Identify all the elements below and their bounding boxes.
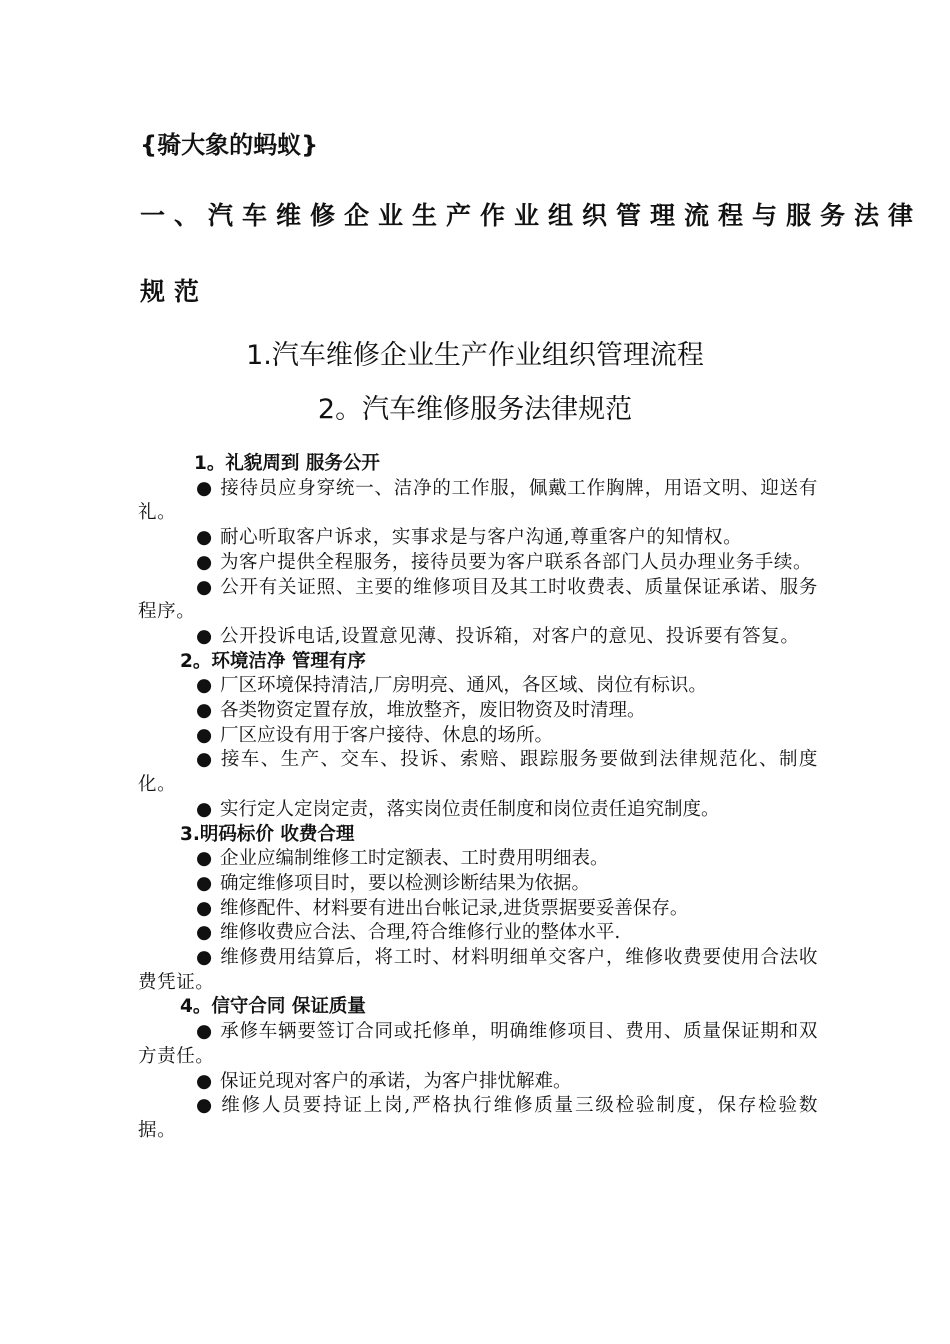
list-item	[138, 872, 818, 897]
list-item	[138, 625, 818, 650]
list-item-text: 保证兑现对客户的承诺，为客户排忧解难。	[220, 1070, 572, 1092]
list-item-text: 为客户提供全程服务，接待员要为客户联系各部门人员办理业务手续。	[220, 551, 813, 573]
bullet-icon: ●	[196, 1095, 213, 1117]
list-item-text: 公开有关证照、主要的维修项目及其工时收费表、质量保证承诺、服务程序。	[138, 576, 818, 623]
chapter-title: 一、汽车维修企业生产作业组织管理流程与服务法律	[140, 201, 923, 230]
list-item-text: 接车、生产、交车、投诉、索赔、跟踪服务要做到法律规范化、制度化。	[138, 749, 818, 796]
bullet-icon: ●	[196, 897, 213, 919]
bullet-icon: ●	[196, 848, 213, 870]
document-tag: {骑大象的蚂蚁}	[140, 131, 319, 159]
bullet-icon: ●	[196, 527, 213, 549]
bullet-icon: ●	[196, 1021, 213, 1043]
list-item-text: 承修车辆要签订合同或托修单，明确维修项目、费用、质量保证期和双方责任。	[138, 1021, 818, 1067]
section-heading: 2。环境洁净 管理有序	[180, 650, 366, 672]
list-item	[138, 526, 818, 551]
list-item	[138, 748, 818, 797]
list-item	[138, 1020, 818, 1069]
bullet-icon: ●	[196, 947, 213, 969]
bullet-icon: ●	[196, 551, 213, 573]
list-item	[138, 674, 818, 699]
bullet-icon: ●	[196, 625, 213, 647]
bullet-icon: ●	[196, 477, 213, 499]
list-item-text: 维修人员要持证上岗,严格执行维修质量三级检验制度，保存检验数据。	[138, 1095, 818, 1141]
list-item-text: 厂区应设有用于客户接待、休息的场所。	[220, 724, 554, 746]
list-item	[138, 699, 818, 724]
chapter-title-continuation: 规范	[140, 277, 209, 306]
list-item-text: 接待员应身穿统一、洁净的工作服，佩戴工作胸牌，用语文明、迎送有礼。	[138, 477, 818, 524]
list-item-text: 各类物资定置存放，堆放整齐，废旧物资及时清理。	[220, 700, 646, 722]
bullet-icon: ●	[196, 922, 213, 944]
bullet-icon: ●	[196, 675, 213, 697]
subtitle-management-process: 1.汽车维修企业生产作业组织管理流程	[246, 340, 704, 371]
section-heading: 4。信守合同 保证质量	[180, 996, 366, 1018]
bullet-icon: ●	[196, 724, 213, 746]
list-item-text: 耐心听取客户诉求，实事求是与客户沟通,尊重客户的知情权。	[220, 527, 743, 549]
list-item-text: 公开投诉电话,设置意见薄、投诉箱，对客户的意见、投诉要有答复。	[220, 625, 800, 647]
list-item	[138, 921, 818, 946]
document-body	[138, 452, 818, 1144]
list-item	[138, 946, 818, 995]
bullet-icon: ●	[196, 798, 213, 820]
bullet-icon: ●	[196, 872, 213, 894]
list-item-text: 维修收费应合法、合理,符合维修行业的整体水平.	[220, 922, 621, 944]
list-item-text: 企业应编制维修工时定额表、工时费用明细表。	[220, 848, 609, 870]
section-heading: 3.明码标价 收费合理	[180, 823, 355, 845]
section-heading: 1。礼貌周到 服务公开	[194, 453, 380, 474]
list-item	[138, 847, 818, 872]
bullet-icon: ●	[196, 1070, 213, 1092]
list-item	[138, 551, 818, 576]
bullet-icon: ●	[196, 749, 213, 771]
list-item	[138, 724, 818, 749]
list-item-text: 维修配件、材料要有进出台帐记录,进货票据要妥善保存。	[220, 897, 689, 919]
list-item	[138, 477, 818, 526]
list-item-text: 厂区环境保持清洁,厂房明亮、通风，各区域、岗位有标识。	[220, 675, 707, 697]
subtitle-legal-norms: 2。汽车维修服务法律规范	[317, 394, 633, 425]
list-item-text: 确定维修项目时，要以检测诊断结果为依据。	[220, 872, 591, 894]
bullet-icon: ●	[196, 576, 213, 598]
bullet-icon: ●	[196, 700, 213, 722]
list-item-text: 实行定人定岗定责，落实岗位责任制度和岗位责任追究制度。	[220, 798, 720, 820]
list-item	[138, 1070, 818, 1095]
list-item	[138, 1094, 818, 1143]
list-item	[138, 576, 818, 625]
list-item-text: 维修费用结算后，将工时、材料明细单交客户，维修收费要使用合法收费凭证。	[138, 947, 818, 993]
list-item	[138, 798, 818, 823]
list-item	[138, 897, 818, 922]
